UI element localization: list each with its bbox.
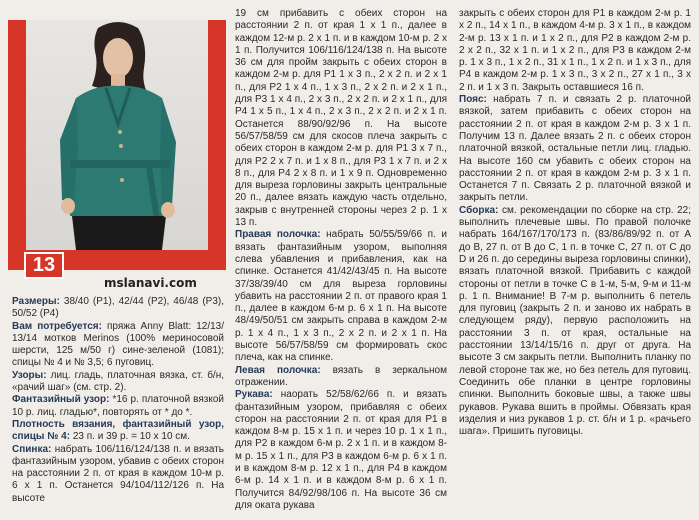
sleeves-heading: Рукава: xyxy=(235,389,273,401)
patterns-heading: Узоры: xyxy=(12,369,47,381)
right-front-text: набрать 50/55/59/66 п. и вязать фантазийным узором, выполняя слева убавления и прибавления, как на спинке. Останется 41/42/43/45 п. На высоте 37/38/39/40 см для выреза горловины убавить на расстоянии 2 п. от правого края 1 п., далее в каждом 6-м р. 6 х 1 п. На высоте 48/49/50/51 см закрыть справа в каждом 2-м р. 1 х 4 п., 1 х 3 п., 2 х 2 п. и 2 х 1 п. На высоте 56/57/58/59 см формировать скос плеча, как на спинке. xyxy=(235,229,448,364)
model-photo xyxy=(26,20,208,250)
density-text: 23 п. и 39 р. = 10 х 10 см. xyxy=(72,431,190,443)
patterns-text: лиц. гладь, платочная вязка, ст. б/н, «рачий шаг» (см. стр. 2). xyxy=(12,369,224,394)
left-front-heading: Левая полочка: xyxy=(235,364,321,376)
site-watermark: mslanavi.com xyxy=(104,276,197,290)
density-heading: Плотность вязания, фантазийный узор, спицы № 4: xyxy=(12,418,224,443)
fancy-pattern-text: *16 р. платочной вязкой 10 р. лиц. гладью*, повторять от * до *. xyxy=(12,394,225,418)
assembly-text: см. рекомендации по сборке на стр. 22; выполнить плечевые швы. По правой полочке набрать 164/167/170/173 п. (83/86/89/92 п. от А до В, 27 п. от В до С, 1 п. в точке С, 27 п. от С до D и 26 п. до середины выреза горловины спинки), вязать платочной вязкой. Прибавить с каждой стороны от петли в точке С в 1-м, 5-м, 9-м и 11-м р. 1 п. Внимание! В 7-м р. выполнить 6 петель для пуговиц (закрыть 2 п. и заново их набрать в следующем ряду), первую расположить на расстоянии 3 п. от края, остальные на расстоянии 13/14/15/16 п. друг от друга. На высоте 3 см закрыть петли. Выполнить планку по левой стороне так же, но без петель для пуговиц. Соединить обе планки в центре горловины спинки. Выполнить боковые швы, а также швы рукавов. Рукава вшить в проймы. Обвязать края изделия и низ рукавов 1 р. ст. б/н и 1 р. «рачьего шага». Пришить пуговицы. xyxy=(459,204,692,438)
right-front-heading: Правая полочка: xyxy=(235,229,321,241)
materials-heading: Вам потребуется: xyxy=(12,320,102,332)
sleeve-continued-text: закрыть с обеих сторон для Р1 в каждом 2-м р. 1 х 2 п., 14 х 1 п., в каждом 4-м р. 3 х 1 п., в каждом 2-м р. 13 х 1 п. и 1 х 2 п., для Р2 в каждом 2-м р. 2 х 2 п., 32 х 1 п. и 1 х 2 п., для Р3 в каждом 2-м р. 1 х 3 п., 1 х 2 п., 31 х 1 п., 1 х 2 п. и 1 х 3 п., для Р4 в каждом 2-м р. 1 х 3 п., 3 х 2 п., 27 х 1 п., 3 х 2 п. и 1 х 3 п. Закрыть оставшиеся 16 п. xyxy=(459,8,691,93)
assembly-heading: Сборка: xyxy=(459,204,499,216)
text-column-1 xyxy=(12,296,224,505)
back-continued-text: 19 см прибавить с обеих сторон на расстоянии 2 п. от края 1 х 1 п., далее в каждом 12-м р. 2 х 1 п. и в каждом 10-м р. 2 х 1 п. Получится 106/116/124/138 п. На высоте 36 см для пройм закрыть с обеих сторон в каждом 2-м р. для Р1 1 х 3 п., 2 х 2 п. и 2 х 1 п., для Р2 1 х 4 п., 1 х 3 п., 2 х 2 п. и 2 х 1 п., для Р3 1 х 4 п., 2 х 3 п., 2 х 2 п. и 2 х 1 п., для Р4 1 х 5 п., 1 х 4 п., 2 х 3 п., 2 х 2 п. и 2 х 1 п. Останется 88/90/92/96 п. На высоте 56/57/58/59 см для скосов плеча закрыть с обеих сторон в каждом 2-м р. для Р1 3 х 7 п., для Р2 2 х 7 п. и 1 х 8 п., для Р3 1 х 7 п. и 2 х 8 п., для Р4 2 х 8 п. и 1 х 9 п. Одновременно для выреза горловины закрыть центральные 20 п., далее вязать каждую часть отдельно, закрыв с внутренней стороны через 2 р. 1 х 13 п. xyxy=(235,8,447,229)
model-illustration xyxy=(26,20,208,250)
back-heading: Спинка: xyxy=(12,443,52,455)
sleeves-text: наорать 52/58/62/66 п. и вязать фантазийным узором, прибавляя с обеих сторон на расстоянии 2 п. от края для Р1 в каждом 8-м р. 15 х 1 п. и через 10 р. 1 х 1 п., для Р2 в каждом 6-м р. 2 х 1 п. и в каждом 8-м р. 15 х 1 п., для Р3 в каждом 6-м р. 6 х 1 п. и в каждом 8-м р. 12 х 1 п., для Р4 в каждом 6-м р. 14 х 1 п. и в каждом 8-м р. 6 х 1 п. Получится 84/92/98/106 п. На высоте 36 см для оката рукава xyxy=(235,389,448,511)
materials-text: пряжа Anny Blatt: 12/13/ 13/14 мотков Merinos (100% мериносовой шерсти, 125 м/50 г) сине-зеленой (1081); спицы № 4 и № 3,5; 6 пуговиц. xyxy=(12,320,225,369)
belt-heading: Пояс: xyxy=(459,94,487,106)
photo-frame xyxy=(8,20,226,276)
sizes-heading: Размеры: xyxy=(12,296,60,307)
left-front-text: вязать в зеркальном отражении. xyxy=(235,364,447,388)
fancy-pattern-heading: Фантазийный узор: xyxy=(12,394,110,406)
back-text: набрать 106/116/124/138 п. и вязать фантазийным узором, убавив с обеих сторон на расстоянии 2 п. от края в каждом 10-м р. 6 х 1 п. Останется 94/104/112/126 п. На высоте xyxy=(12,443,225,504)
text-column-3 xyxy=(459,8,691,438)
model-number-badge: 13 xyxy=(24,252,64,279)
belt-text: набрать 7 п. и связать 2 р. платочной вязкой, затем прибавить с обеих сторон на расстоянии 2 п. от края в каждом 2-м р. 3 х 1 п. Получим 13 п. Далее вязать 2 п. с обеих сторон платочной вязкой, остальные петли лиц. гладью. На высоте 160 см убавить с обеих сторон на расстоянии 2 п. от края в каждом 2-м р. 3 х 1 п. Останется 7 п. Связать 2 р. платочной вязкой и закрыть петли. xyxy=(459,94,691,204)
text-column-2 xyxy=(235,8,447,512)
sizes-text: 38/40 (P1), 42/44 (P2), 46/48 (P3), 50/52 (P4) xyxy=(12,296,225,320)
